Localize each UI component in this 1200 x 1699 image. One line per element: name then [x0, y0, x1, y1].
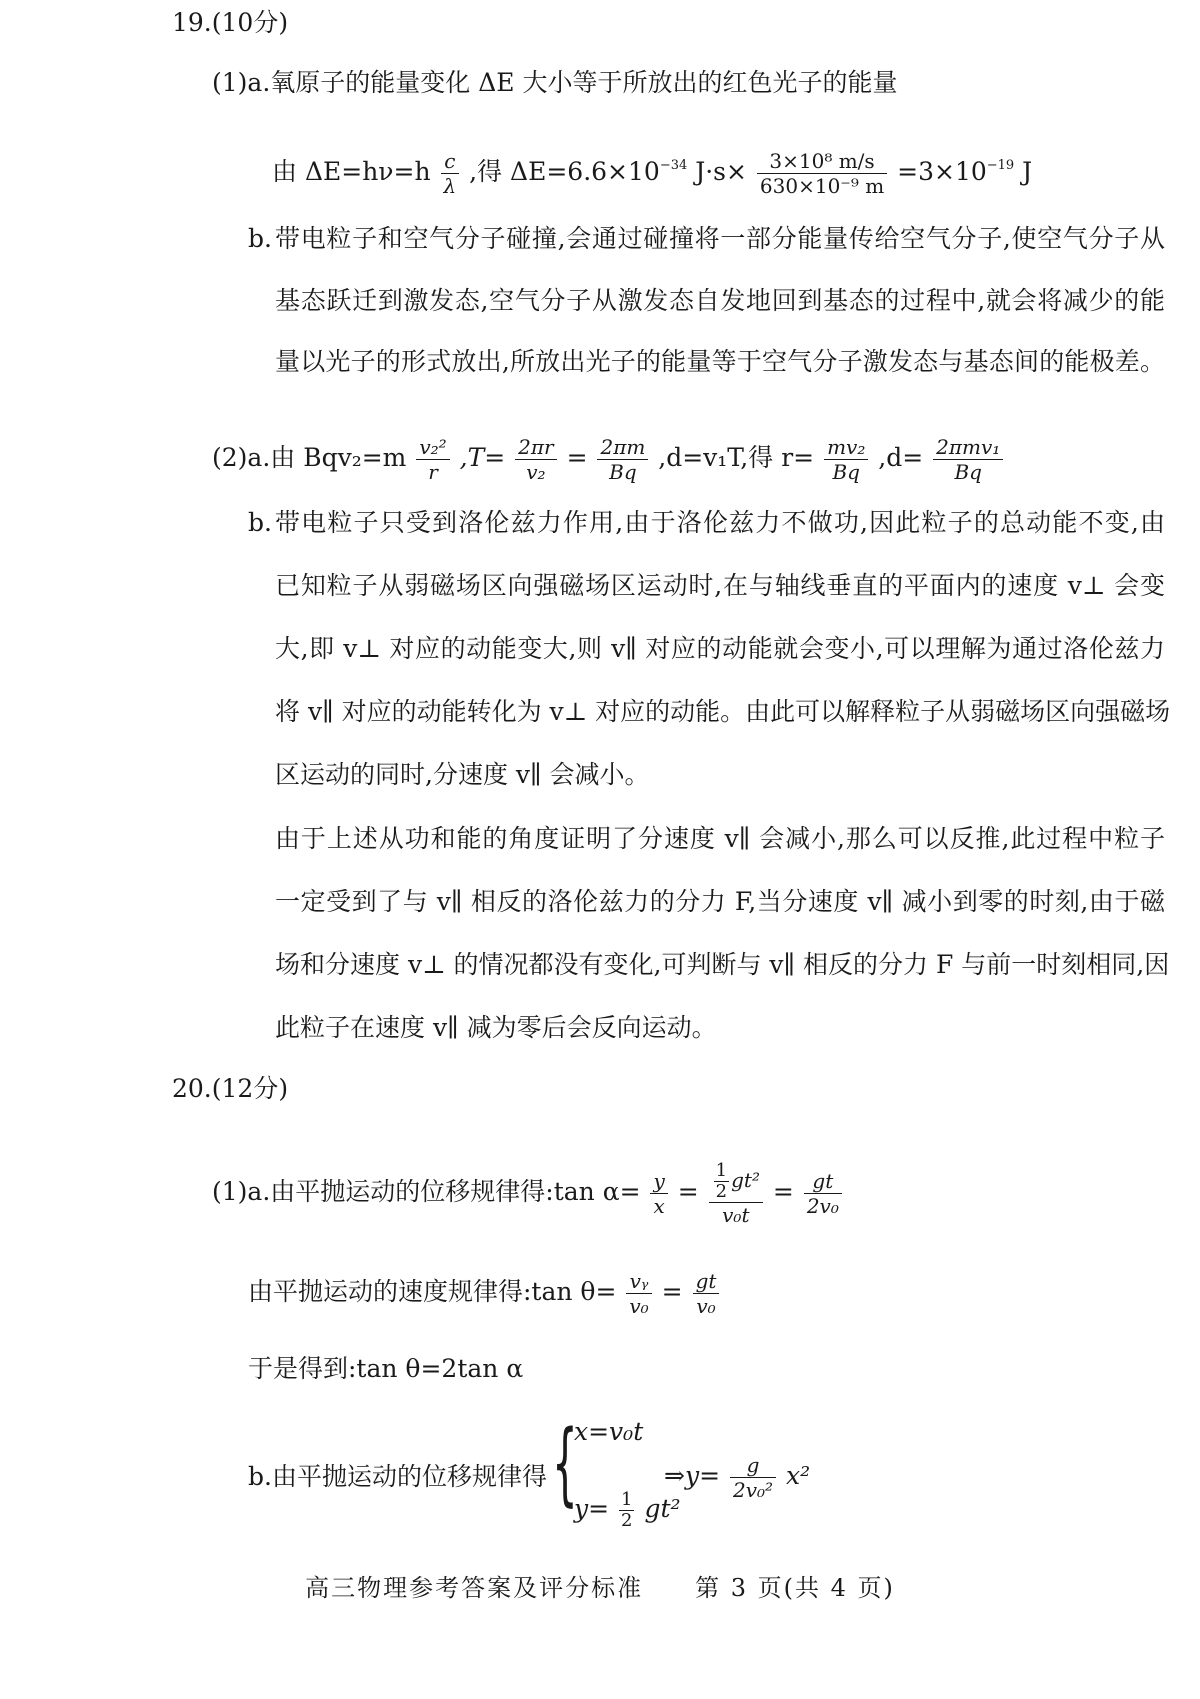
eq-lead: 由平抛运动的位移规律得:tan α=: [270, 1177, 641, 1206]
x2: x²: [786, 1461, 811, 1490]
gt-over-v0: $\frac{gt}{\text{v₀}}$: [693, 1269, 720, 1318]
eq-t4: ,d=: [878, 443, 924, 472]
q20-part1a-label: (1)a.: [212, 1177, 271, 1206]
eq-t2: =: [566, 443, 588, 472]
q20-speed-law: [248, 1262, 721, 1322]
gt2: gt²: [644, 1494, 681, 1523]
q19-part1b-line: 量以光子的形式放出,所放出光子的能量等于空气分子激发态与基态间的能极差。: [275, 347, 1165, 376]
exp-19: −19: [986, 158, 1015, 173]
q19-part1a-text: 氧原子的能量变化 ΔE 大小等于所放出的红色光子的能量: [270, 68, 898, 97]
q19-part2b-line: 大,即 v⊥ 对应的动能变大,则 v∥ 对应的动能就会变小,可以理解为通过洛伦兹力: [275, 634, 1165, 663]
page-footer: 高三物理参考答案及评分标准 第 3 页(共 4 页): [305, 1574, 895, 1602]
one-half: $\frac{1}{2}$: [621, 1489, 633, 1531]
eq-lead: 由平抛运动的速度规律得:tan θ=: [248, 1277, 617, 1306]
equation-system: [552, 1411, 681, 1545]
mv2-over-bq: $\frac{\text{mv₂}}{Bq}$: [824, 435, 868, 484]
q19-part2a-label: (2)a.: [212, 443, 271, 472]
q19-part2b-line: 已知粒子从弱磁场区向强磁场区运动时,在与轴线垂直的平面内的速度 v⊥ 会变: [275, 571, 1165, 600]
eq-lead: 由平抛运动的位移规律得: [271, 1462, 547, 1491]
y-lead: y=: [574, 1494, 610, 1523]
v2sq-over-r: $\frac{\text{v₂²}}{r}$: [416, 435, 449, 484]
q19-part2b-cont-line: 场和分速度 v⊥ 的情况都没有变化,可判断与 v∥ 相反的分力 F 与前一时刻相同,因: [275, 950, 1170, 979]
q19-part2b-line: 将 v∥ 对应的动能转化为 v⊥ 对应的动能。由此可以解释粒子从弱磁场区向强磁场: [275, 697, 1171, 726]
unit-j: J: [1022, 157, 1033, 186]
gt-over-2v0: $\frac{gt}{\text{2v₀}}$: [804, 1169, 842, 1218]
c-over-lambda: $\frac{c}{\lambda}$: [441, 149, 460, 198]
left-brace: {: [552, 1411, 578, 1516]
q19-part1b-line: 基态跃迁到激发态,空气分子从激发态自发地回到基态的过程中,就会将减少的能: [275, 286, 1165, 315]
x-equation: x=v₀t: [574, 1417, 644, 1446]
eq-lead: 由 Bqv₂=m: [270, 443, 407, 472]
q20-part1b-label: b.: [248, 1462, 272, 1491]
half-gt2-over-v0t: $\frac{1}{2}$ gt² v₀t: [709, 1161, 763, 1227]
q19-header: 19.(10分): [172, 8, 289, 37]
unit-js: J·s×: [695, 157, 747, 186]
2pim-over-bq: $\frac{2\pi m}{Bq}$: [597, 435, 648, 484]
eq-mid: ,得 ΔE=6.6×10: [469, 157, 660, 186]
implies-arrow: ⇒y=: [664, 1461, 721, 1490]
eq-sign: =: [772, 1177, 794, 1206]
numerator: $\frac{1}{2}$ gt²: [709, 1161, 763, 1203]
2pimv1-over-bq: $\frac{\text{2πmv₁}}{Bq}$: [933, 435, 1003, 484]
eq-result: =3×10: [897, 157, 987, 186]
eq-t3: ,d=v₁T,得 r=: [658, 443, 815, 472]
q19-part2b-line: 带电粒子只受到洛伦兹力作用,由于洛伦兹力不做功,因此粒子的总动能不变,由: [275, 508, 1165, 537]
trajectory-result: [664, 1448, 810, 1504]
y-over-x: $\frac{y}{x}$: [650, 1169, 667, 1218]
g-over-2v0sq: $\frac{g}{\text{2v₀²}}$: [730, 1453, 776, 1502]
q19-part2b-cont-line: 一定受到了与 v∥ 相反的洛伦兹力的分力 F,当分速度 v∥ 减小到零的时刻,由于磁: [275, 887, 1165, 916]
speed-over-wavelength: $\frac{\text{3×10⁸ m/s}}{\text{630×10⁻⁹ m}}$: [757, 149, 887, 198]
vy-over-v0: $\frac{\text{vᵧ}}{\text{v₀}}$: [626, 1269, 651, 1318]
2pir-over-v2: $\frac{2\pi r}{\text{v₂}}$: [515, 435, 556, 484]
q19-part1a: [212, 66, 897, 100]
q20-part1b: [248, 1460, 547, 1494]
one-half: $\frac{1}{2}$: [715, 1159, 728, 1202]
q19-part2b-line: 区运动的同时,分速度 v∥ 会减小。: [275, 760, 650, 789]
eq-t1: ,T=: [459, 443, 506, 472]
q20-result: 于是得到:tan θ=2tan α: [248, 1354, 524, 1383]
q19-energy-equation: [272, 138, 1032, 200]
q20-header: 20.(12分): [172, 1074, 289, 1103]
q19-part1b-label: b.: [248, 224, 272, 253]
q19-part2b-cont-line: 此粒子在速度 v∥ 减为零后会反向运动。: [275, 1013, 717, 1042]
eq-lead: 由 ΔE=hν=h: [272, 157, 431, 186]
exp-34: −34: [659, 158, 688, 173]
q20-part1a: [212, 1142, 844, 1242]
q19-part2b-cont-line: 由于上述从功和能的角度证明了分速度 v∥ 会减小,那么可以反推,此过程中粒子: [275, 824, 1165, 853]
eq-sign: =: [677, 1177, 699, 1206]
eq-sign: =: [661, 1277, 683, 1306]
q19-part1a-label: (1)a.: [212, 68, 271, 97]
q19-part2a: [212, 428, 1005, 488]
q19-part2b-label: b.: [248, 508, 272, 537]
q19-part1b-line: 带电粒子和空气分子碰撞,会通过碰撞将一部分能量传给空气分子,使空气分子从: [275, 224, 1165, 253]
